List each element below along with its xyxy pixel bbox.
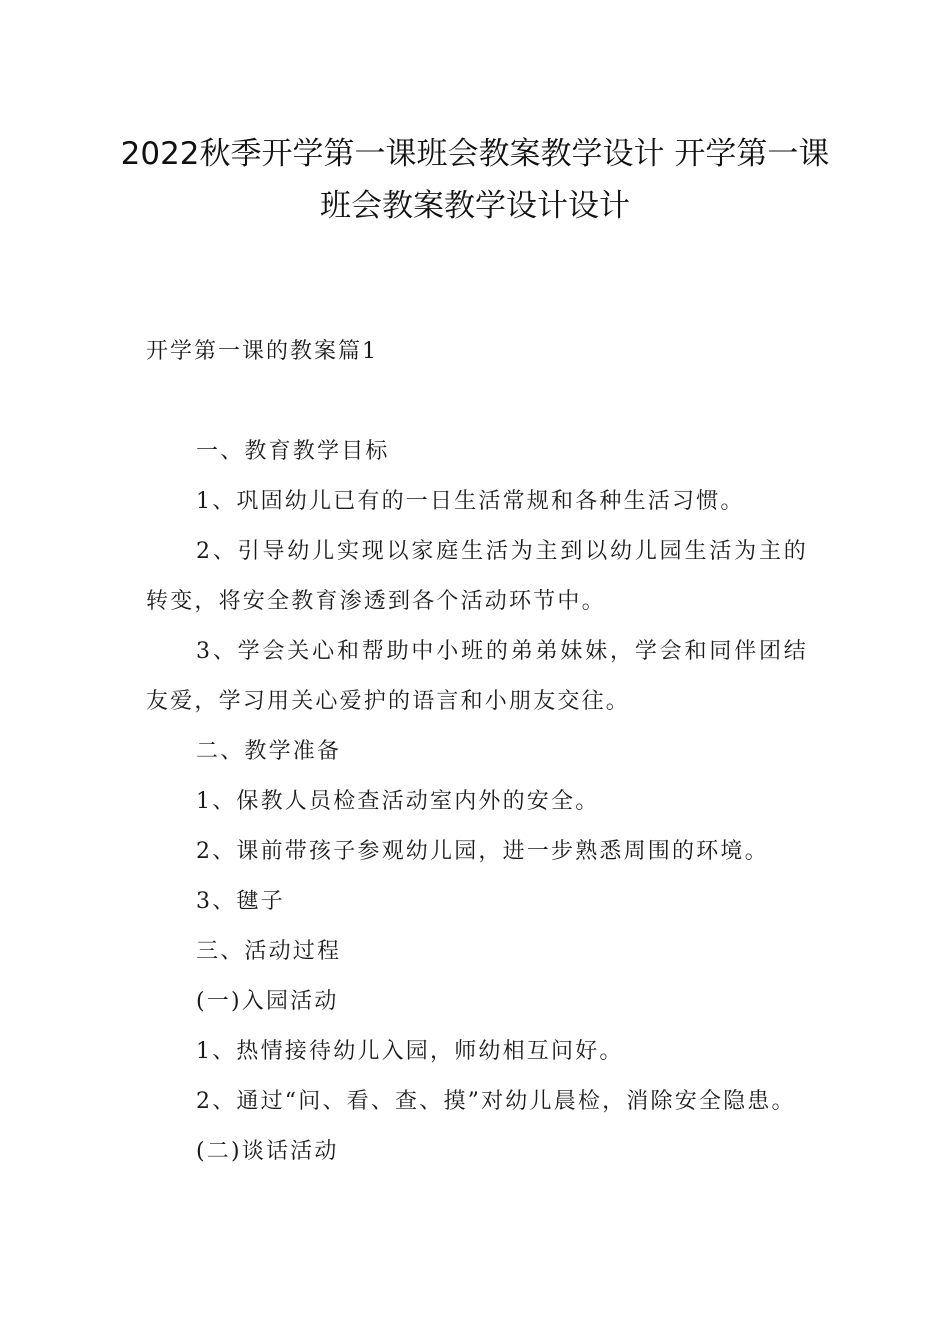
paragraph: (二)谈话活动 [196, 1139, 339, 1164]
paragraph: 3、毽子 [196, 889, 285, 914]
paragraph: 1、保教人员检查活动室内外的安全。 [196, 789, 600, 814]
paragraph: 2、通过“问、看、查、摸”对幼儿晨检，消除安全隐患。 [196, 1089, 796, 1114]
paragraph: 二、教学准备 [196, 739, 342, 764]
paragraph: 2、课前带孩子参观幼儿园，进一步熟悉周围的环境。 [196, 839, 769, 864]
document-title [100, 128, 850, 232]
paragraph: (一)入园活动 [196, 989, 339, 1014]
paragraph: 1、巩固幼儿已有的一日生活常规和各种生活习惯。 [196, 489, 745, 514]
paragraph: 3、学会关心和帮助中小班的弟弟妹妹，学会和同伴团结友爱，学习用关心爱护的语言和小朋友交往。 [146, 639, 808, 714]
paragraph: 2、引导幼儿实现以家庭生活为主到以幼儿园生活为主的转变，将安全教育渗透到各个活动环节中。 [146, 539, 808, 614]
paragraph: 一、教育教学目标 [196, 439, 390, 464]
paragraph: 1、热情接待幼儿入园，师幼相互问好。 [196, 1039, 624, 1064]
section-heading: 开学第一课的教案篇1 [146, 339, 378, 364]
document-body [146, 427, 808, 1177]
title-line-2: 班会教案教学设计设计 [320, 188, 630, 224]
paragraph: 三、活动过程 [196, 939, 342, 964]
title-line-1: 2022秋季开学第一课班会教案教学设计 开学第一课 [120, 136, 830, 172]
